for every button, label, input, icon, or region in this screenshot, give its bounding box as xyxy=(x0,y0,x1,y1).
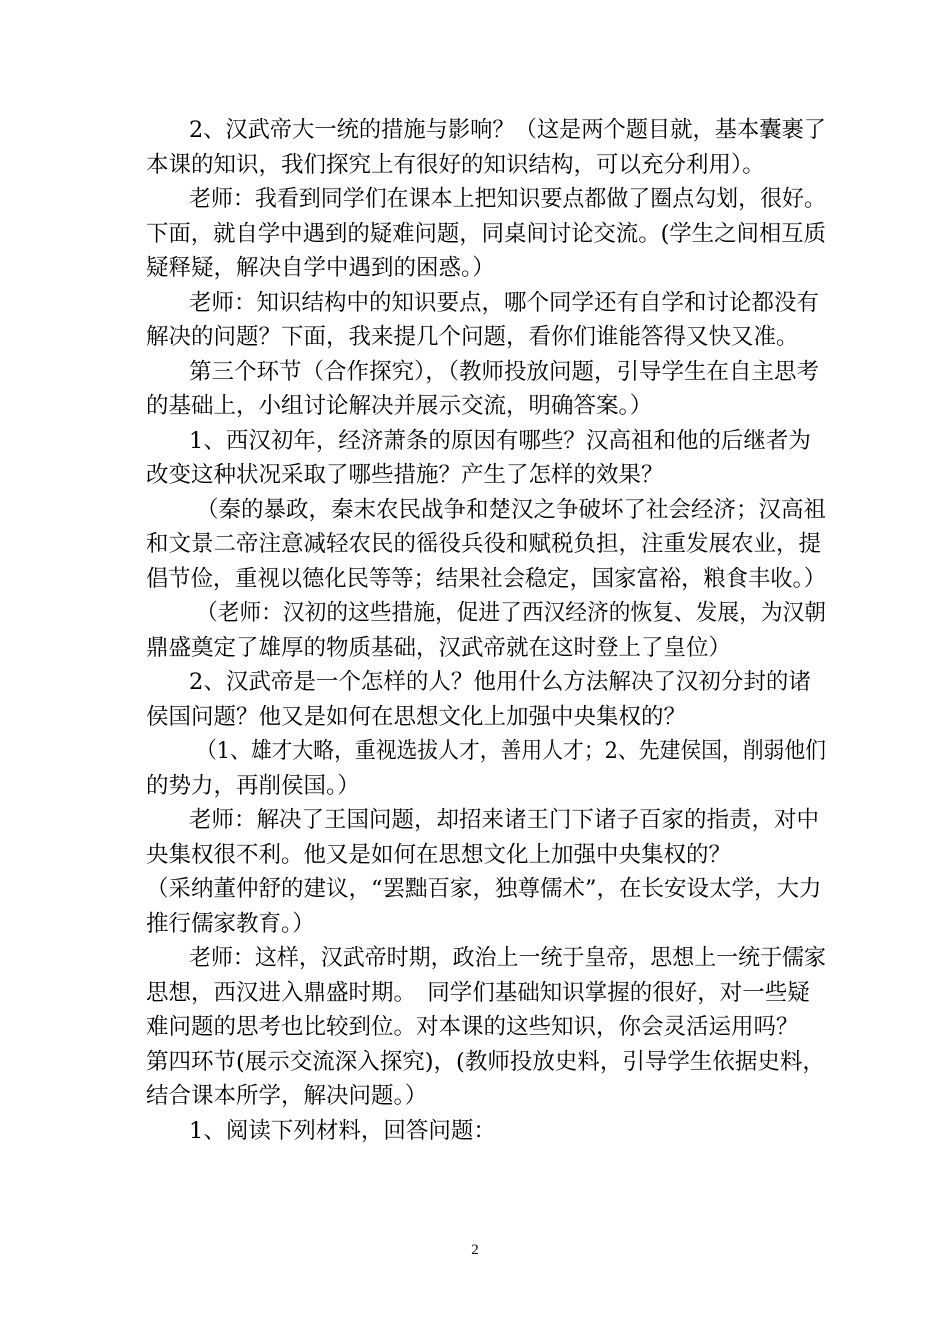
text-line: 1、阅读下列材料，回答问题： xyxy=(189,1117,496,1144)
text-line: 结合课本所学，解决问题。） xyxy=(146,1083,428,1109)
text-line: 鼎盛奠定了雄厚的物质基础，汉武帝就在这时登上了皇位） xyxy=(146,634,732,661)
text-line: 解决的问题？下面，我来提几个问题，看你们谁能答得又快又准。 xyxy=(146,324,799,350)
text-line: 的基础上，小组讨论解决并展示交流，明确答案。） xyxy=(146,393,653,419)
text-line: （秦的暴政，秦末农民战争和楚汉之争破坏了社会经济；汉高祖 xyxy=(196,496,826,523)
text-line: 老师：知识结构中的知识要点，哪个同学还有自学和讨论都没有 xyxy=(189,289,820,316)
text-line: 央集权很不利。他又是如何在思想文化上加强中央集权的？ xyxy=(146,841,732,868)
text-line: 2、汉武帝大一统的措施与影响？（这是两个题目就，基本囊裹了 xyxy=(189,117,826,143)
text-line: 第四环节(展示交流深入探究)，(教师投放史料，引导学生依据史料， xyxy=(146,1048,825,1075)
text-line: 老师：我看到同学们在课本上把知识要点都做了圈点勾划，很好。 xyxy=(189,186,826,212)
text-line: 第三个环节（合作探究），（教师投放问题，引导学生在自主思考 xyxy=(189,358,820,385)
text-line: 本课的知识，我们探究上有很好的知识结构，可以充分利用）。 xyxy=(146,151,765,178)
text-line: （采纳董仲舒的建议，“罢黜百家，独尊儒术”，在长安设太学，大力 xyxy=(146,876,822,902)
text-line: 改变这种状况采取了哪些措施？产生了怎样的效果？ xyxy=(146,462,664,488)
text-line: （1、雄才大略，重视选拔人才，善用人才；2、先建侯国，削弱他们 xyxy=(196,738,826,764)
text-line: 思想，西汉进入鼎盛时期。 同学们基础知识掌握的很好，对一些疑 xyxy=(146,979,810,1006)
text-line: 的势力，再削侯国。） xyxy=(146,772,360,799)
text-line: （老师：汉初的这些措施，促进了西汉经济的恢复、发展，为汉朝 xyxy=(196,600,826,626)
text-line: 老师：这样，汉武帝时期，政治上一统于皇帝，思想上一统于儒家 xyxy=(189,945,826,971)
text-line: 下面，就自学中遇到的疑难问题，同桌间讨论交流。(学生之间相互质 xyxy=(146,220,826,247)
text-line: 1、西汉初年，经济萧条的原因有哪些？汉高祖和他的后继者为 xyxy=(189,427,811,454)
text-line: 疑释疑，解决自学中遇到的困惑。） xyxy=(146,255,495,281)
text-line: 侯国问题？他又是如何在思想文化上加强中央集权的？ xyxy=(146,703,687,730)
text-line: 2、汉武帝是一个怎样的人？他用什么方法解决了汉初分封的诸 xyxy=(189,669,811,695)
document-body xyxy=(146,113,826,1148)
page-number: 2 xyxy=(471,1242,479,1258)
text-line: 难问题的思考也比较到位。对本课的这些知识，你会灵活运用吗？ xyxy=(146,1014,799,1040)
text-line: 推行儒家教育。） xyxy=(146,910,315,937)
text-line: 和文景二帝注意减轻农民的徭役兵役和赋税负担，注重发展农业，提 xyxy=(146,531,822,557)
text-line: 倡节俭，重视以德化民等等；结果社会稳定，国家富裕，粮食丰收。） xyxy=(146,565,826,592)
text-line: 老师：解决了王国问题，却招来诸王门下诸子百家的指责，对中 xyxy=(189,807,820,833)
